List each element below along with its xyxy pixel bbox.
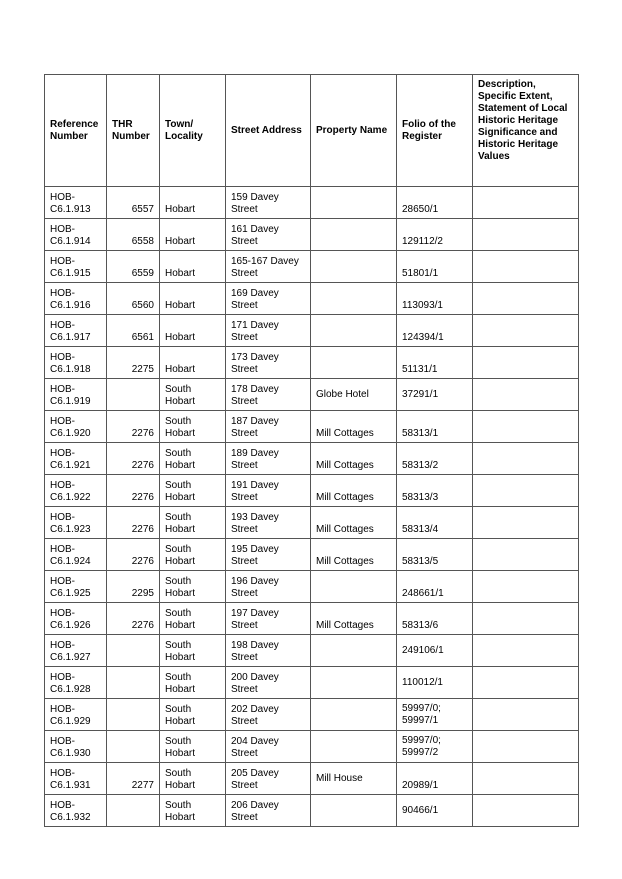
table-row xyxy=(45,283,579,315)
cell-property-name xyxy=(311,731,397,763)
cell-reference-number: HOB-C6.1.920 xyxy=(45,411,107,443)
cell-thr-number: 6558 xyxy=(107,219,160,251)
cell-folio: 90466/1 xyxy=(397,795,473,827)
cell-street-address: 198 Davey Street xyxy=(226,635,311,667)
cell-street-address: 191 Davey Street xyxy=(226,475,311,507)
cell-thr-number: 2275 xyxy=(107,347,160,379)
cell-thr-number: 2276 xyxy=(107,539,160,571)
cell-thr-number: 2276 xyxy=(107,475,160,507)
table-row xyxy=(45,795,579,827)
cell-property-name: Mill Cottages xyxy=(311,443,397,475)
cell-description xyxy=(473,763,579,795)
table-row xyxy=(45,219,579,251)
cell-street-address: 206 Davey Street xyxy=(226,795,311,827)
cell-thr-number: 6557 xyxy=(107,187,160,219)
cell-reference-number: HOB-C6.1.915 xyxy=(45,251,107,283)
cell-town-locality: Hobart xyxy=(160,219,226,251)
cell-description xyxy=(473,731,579,763)
cell-town-locality: Hobart xyxy=(160,315,226,347)
cell-town-locality: South Hobart xyxy=(160,539,226,571)
cell-property-name xyxy=(311,699,397,731)
cell-street-address: 159 Davey Street xyxy=(226,187,311,219)
cell-folio: 51801/1 xyxy=(397,251,473,283)
cell-town-locality: South Hobart xyxy=(160,475,226,507)
cell-property-name xyxy=(311,219,397,251)
cell-thr-number xyxy=(107,795,160,827)
cell-property-name xyxy=(311,635,397,667)
cell-street-address: 189 Davey Street xyxy=(226,443,311,475)
cell-folio: 28650/1 xyxy=(397,187,473,219)
cell-reference-number: HOB-C6.1.919 xyxy=(45,379,107,411)
cell-town-locality: South Hobart xyxy=(160,795,226,827)
cell-reference-number: HOB-C6.1.918 xyxy=(45,347,107,379)
cell-thr-number xyxy=(107,731,160,763)
cell-folio: 58313/6 xyxy=(397,603,473,635)
header-reference-number: Reference Number xyxy=(45,75,107,187)
cell-folio: 58313/3 xyxy=(397,475,473,507)
cell-description xyxy=(473,187,579,219)
cell-folio: 113093/1 xyxy=(397,283,473,315)
cell-town-locality: South Hobart xyxy=(160,443,226,475)
cell-town-locality: South Hobart xyxy=(160,667,226,699)
cell-thr-number xyxy=(107,699,160,731)
cell-thr-number: 6560 xyxy=(107,283,160,315)
cell-town-locality: Hobart xyxy=(160,283,226,315)
cell-reference-number: HOB-C6.1.916 xyxy=(45,283,107,315)
cell-description xyxy=(473,443,579,475)
cell-reference-number: HOB-C6.1.923 xyxy=(45,507,107,539)
cell-town-locality: Hobart xyxy=(160,347,226,379)
cell-description xyxy=(473,603,579,635)
table-row xyxy=(45,347,579,379)
cell-street-address: 171 Davey Street xyxy=(226,315,311,347)
cell-street-address: 173 Davey Street xyxy=(226,347,311,379)
header-folio: Folio of the Register xyxy=(397,75,473,187)
table-row xyxy=(45,475,579,507)
cell-description xyxy=(473,315,579,347)
header-property-name: Property Name xyxy=(311,75,397,187)
cell-reference-number: HOB-C6.1.927 xyxy=(45,635,107,667)
cell-reference-number: HOB-C6.1.924 xyxy=(45,539,107,571)
cell-town-locality: South Hobart xyxy=(160,635,226,667)
cell-town-locality: South Hobart xyxy=(160,603,226,635)
cell-property-name: Mill Cottages xyxy=(311,603,397,635)
cell-folio: 20989/1 xyxy=(397,763,473,795)
cell-town-locality: Hobart xyxy=(160,251,226,283)
table-row xyxy=(45,507,579,539)
cell-description xyxy=(473,379,579,411)
cell-thr-number: 6559 xyxy=(107,251,160,283)
cell-thr-number xyxy=(107,379,160,411)
cell-property-name xyxy=(311,571,397,603)
cell-description xyxy=(473,411,579,443)
cell-property-name: Mill Cottages xyxy=(311,539,397,571)
cell-street-address: 204 Davey Street xyxy=(226,731,311,763)
cell-description xyxy=(473,507,579,539)
cell-thr-number xyxy=(107,635,160,667)
table-row xyxy=(45,667,579,699)
table-row xyxy=(45,635,579,667)
header-thr-number: THR Number xyxy=(107,75,160,187)
cell-town-locality: South Hobart xyxy=(160,379,226,411)
cell-description xyxy=(473,283,579,315)
cell-street-address: 178 Davey Street xyxy=(226,379,311,411)
cell-folio: 59997/0; 59997/1 xyxy=(397,699,473,731)
cell-town-locality: Hobart xyxy=(160,187,226,219)
cell-reference-number: HOB-C6.1.917 xyxy=(45,315,107,347)
cell-folio: 58313/5 xyxy=(397,539,473,571)
header-town-locality: Town/ Locality xyxy=(160,75,226,187)
cell-street-address: 205 Davey Street xyxy=(226,763,311,795)
cell-description xyxy=(473,539,579,571)
cell-town-locality: South Hobart xyxy=(160,507,226,539)
cell-folio: 249106/1 xyxy=(397,635,473,667)
cell-street-address: 197 Davey Street xyxy=(226,603,311,635)
table-row xyxy=(45,251,579,283)
cell-property-name xyxy=(311,283,397,315)
cell-town-locality: South Hobart xyxy=(160,699,226,731)
cell-property-name: Globe Hotel xyxy=(311,379,397,411)
cell-property-name: Mill House xyxy=(311,763,397,795)
cell-property-name xyxy=(311,251,397,283)
cell-property-name: Mill Cottages xyxy=(311,475,397,507)
cell-thr-number: 2276 xyxy=(107,507,160,539)
cell-property-name xyxy=(311,795,397,827)
cell-folio: 59997/0; 59997/2 xyxy=(397,731,473,763)
cell-description xyxy=(473,571,579,603)
cell-property-name: Mill Cottages xyxy=(311,507,397,539)
cell-street-address: 200 Davey Street xyxy=(226,667,311,699)
cell-reference-number: HOB-C6.1.931 xyxy=(45,763,107,795)
table-row xyxy=(45,315,579,347)
cell-reference-number: HOB-C6.1.913 xyxy=(45,187,107,219)
cell-description xyxy=(473,635,579,667)
cell-street-address: 196 Davey Street xyxy=(226,571,311,603)
cell-thr-number: 6561 xyxy=(107,315,160,347)
cell-description xyxy=(473,795,579,827)
cell-thr-number: 2276 xyxy=(107,443,160,475)
cell-folio: 58313/2 xyxy=(397,443,473,475)
table-row xyxy=(45,411,579,443)
cell-town-locality: South Hobart xyxy=(160,411,226,443)
cell-street-address: 161 Davey Street xyxy=(226,219,311,251)
cell-reference-number: HOB-C6.1.925 xyxy=(45,571,107,603)
cell-street-address: 193 Davey Street xyxy=(226,507,311,539)
table-row xyxy=(45,699,579,731)
cell-folio: 58313/4 xyxy=(397,507,473,539)
cell-reference-number: HOB-C6.1.921 xyxy=(45,443,107,475)
table-row xyxy=(45,187,579,219)
heritage-register-table xyxy=(44,74,579,827)
table-row xyxy=(45,443,579,475)
cell-thr-number: 2277 xyxy=(107,763,160,795)
cell-thr-number xyxy=(107,667,160,699)
table-row xyxy=(45,379,579,411)
cell-town-locality: South Hobart xyxy=(160,571,226,603)
cell-folio: 37291/1 xyxy=(397,379,473,411)
header-description: Description, Specific Extent, Statement of Local Historic Heritage Significance and Historic Heritage Values xyxy=(473,75,579,187)
cell-description xyxy=(473,251,579,283)
cell-thr-number: 2295 xyxy=(107,571,160,603)
cell-description xyxy=(473,475,579,507)
table-row xyxy=(45,603,579,635)
cell-description xyxy=(473,219,579,251)
cell-reference-number: HOB-C6.1.928 xyxy=(45,667,107,699)
cell-street-address: 165-167 Davey Street xyxy=(226,251,311,283)
cell-property-name xyxy=(311,187,397,219)
cell-street-address: 195 Davey Street xyxy=(226,539,311,571)
cell-folio: 248661/1 xyxy=(397,571,473,603)
cell-reference-number: HOB-C6.1.932 xyxy=(45,795,107,827)
cell-street-address: 169 Davey Street xyxy=(226,283,311,315)
cell-folio: 110012/1 xyxy=(397,667,473,699)
cell-reference-number: HOB-C6.1.929 xyxy=(45,699,107,731)
cell-reference-number: HOB-C6.1.926 xyxy=(45,603,107,635)
cell-thr-number: 2276 xyxy=(107,603,160,635)
cell-folio: 124394/1 xyxy=(397,315,473,347)
table-row xyxy=(45,539,579,571)
cell-property-name: Mill Cottages xyxy=(311,411,397,443)
cell-street-address: 187 Davey Street xyxy=(226,411,311,443)
cell-property-name xyxy=(311,347,397,379)
cell-property-name xyxy=(311,667,397,699)
table-row xyxy=(45,763,579,795)
cell-reference-number: HOB-C6.1.930 xyxy=(45,731,107,763)
cell-thr-number: 2276 xyxy=(107,411,160,443)
header-row xyxy=(45,75,579,187)
table-row xyxy=(45,571,579,603)
header-street-address: Street Address xyxy=(226,75,311,187)
table-row xyxy=(45,731,579,763)
cell-description xyxy=(473,347,579,379)
cell-description xyxy=(473,667,579,699)
cell-town-locality: South Hobart xyxy=(160,763,226,795)
cell-town-locality: South Hobart xyxy=(160,731,226,763)
cell-street-address: 202 Davey Street xyxy=(226,699,311,731)
cell-property-name xyxy=(311,315,397,347)
cell-description xyxy=(473,699,579,731)
cell-reference-number: HOB-C6.1.922 xyxy=(45,475,107,507)
cell-reference-number: HOB-C6.1.914 xyxy=(45,219,107,251)
cell-folio: 58313/1 xyxy=(397,411,473,443)
cell-folio: 129112/2 xyxy=(397,219,473,251)
cell-folio: 51131/1 xyxy=(397,347,473,379)
